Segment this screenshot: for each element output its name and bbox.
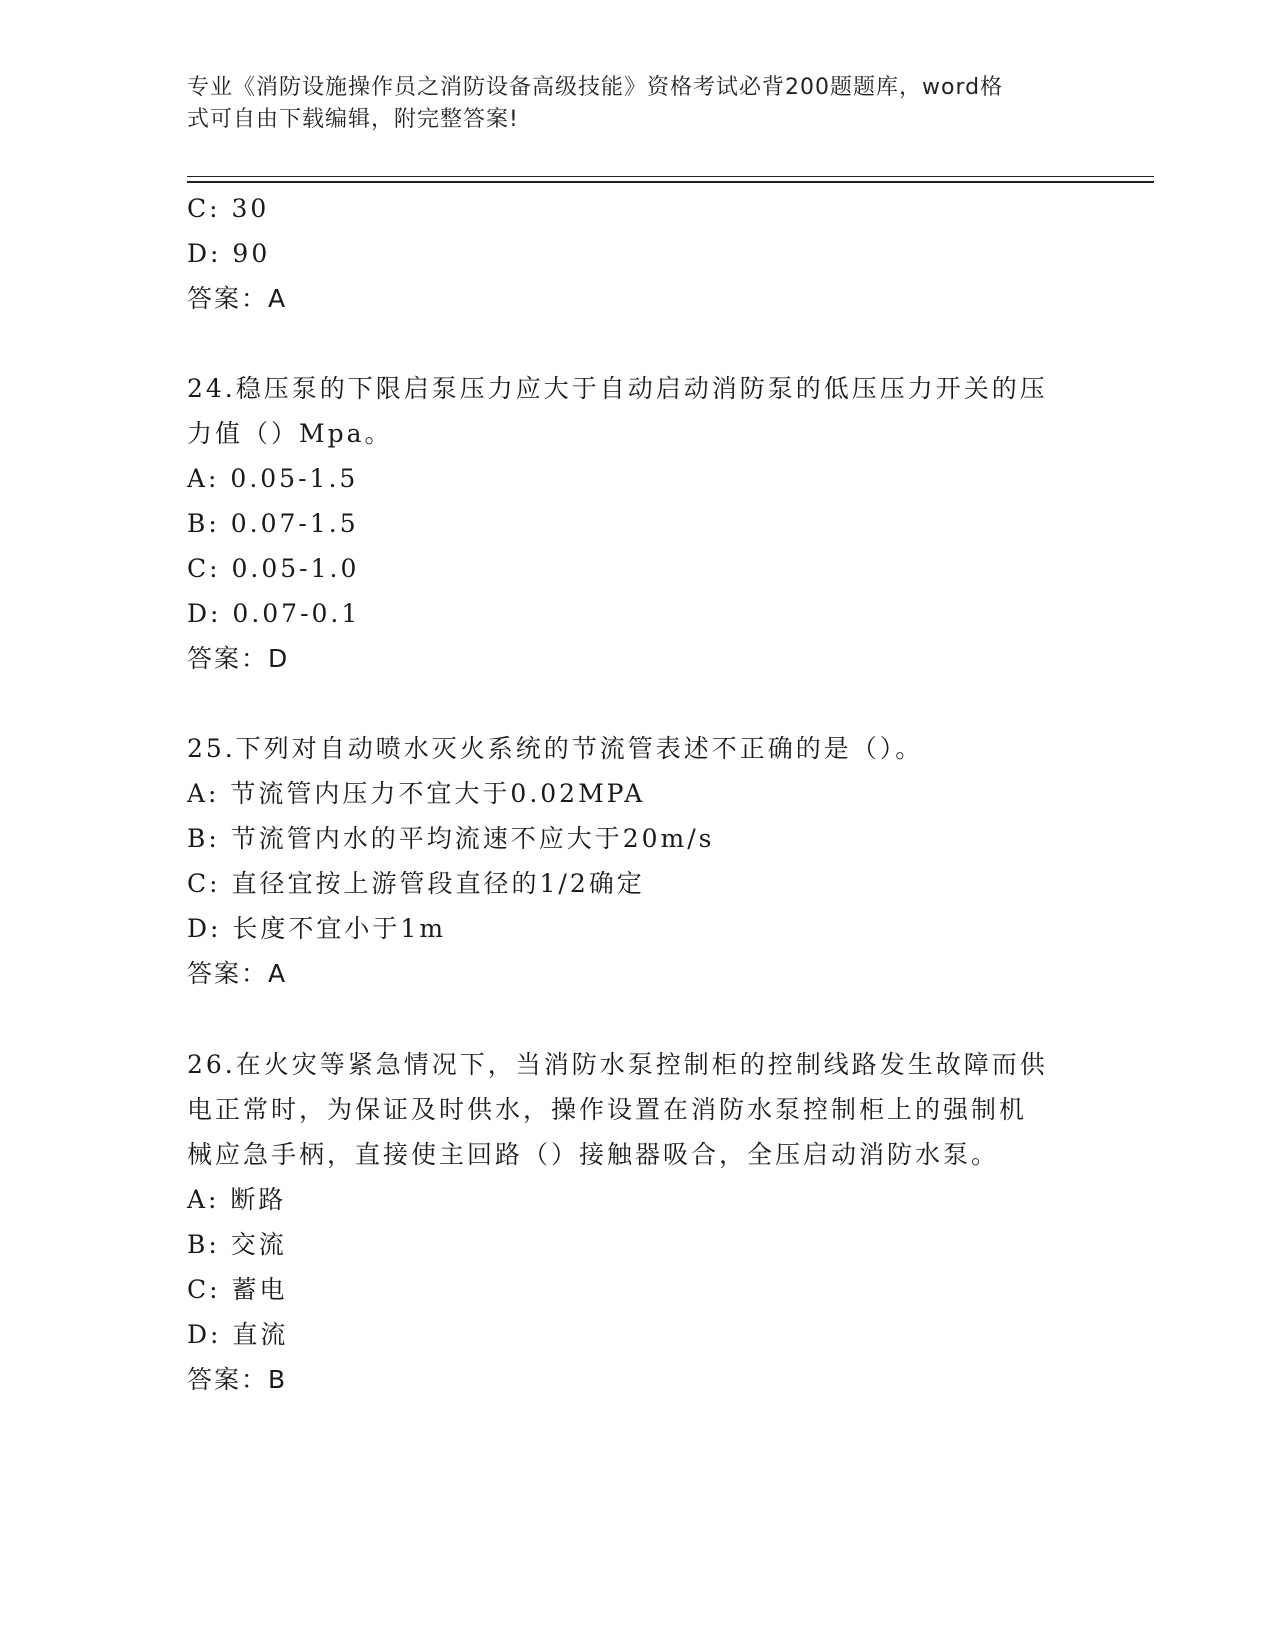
question-24-option-c: C: 0.05-1.0	[187, 554, 360, 583]
document-header	[187, 72, 1087, 136]
prev-option-d: D: 90	[187, 239, 271, 268]
question-25-option-b: B: 节流管内水的平均流速不应大于20m/s	[187, 824, 715, 853]
prev-answer: 答案：A	[187, 284, 288, 313]
question-25-option-a: A: 节流管内压力不宜大于0.02MPA	[187, 779, 646, 808]
question-26-stem-line-2: 电正常时，为保证及时供水，操作设置在消防水泵控制柜上的强制机	[187, 1095, 1028, 1124]
question-26-option-d: D: 直流	[187, 1320, 289, 1349]
question-25-option-d: D: 长度不宜小于1m	[187, 914, 447, 943]
question-25-answer: 答案：A	[187, 959, 288, 988]
question-26-option-b: B: 交流	[187, 1230, 287, 1259]
question-26-stem-line-3: 械应急手柄，直接使主回路（）接触器吸合，全压启动消防水泵。	[187, 1140, 1000, 1169]
header-divider-thin	[187, 176, 1154, 177]
question-25-option-c: C: 直径宜按上游管段直径的1/2确定	[187, 869, 645, 898]
question-24-option-a: A: 0.05-1.5	[187, 464, 359, 493]
question-24-stem-line-1: 24.稳压泵的下限启泵压力应大于自动启动消防泵的低压压力开关的压	[187, 374, 1048, 403]
question-26-option-c: C: 蓄电	[187, 1275, 288, 1304]
question-24-option-d: D: 0.07-0.1	[187, 599, 361, 628]
header-line-2: 式可自由下载编辑，附完整答案!	[187, 107, 519, 132]
prev-option-c: C: 30	[187, 194, 270, 223]
header-divider-thick	[187, 181, 1154, 183]
question-26-option-a: A: 断路	[187, 1185, 287, 1214]
question-25-stem-line-1: 25.下列对自动喷水灭火系统的节流管表述不正确的是（）。	[187, 734, 924, 763]
question-24-stem-line-2: 力值（）Mpa。	[187, 419, 393, 448]
question-24-option-b: B: 0.07-1.5	[187, 509, 359, 538]
header-line-1: 专业《消防设施操作员之消防设备高级技能》资格考试必背200题题库，word格	[187, 75, 1004, 100]
question-24-answer: 答案：D	[187, 644, 290, 673]
question-26-stem-line-1: 26.在火灾等紧急情况下，当消防水泵控制柜的控制线路发生故障而供	[187, 1050, 1048, 1079]
question-26-answer: 答案：B	[187, 1365, 288, 1394]
